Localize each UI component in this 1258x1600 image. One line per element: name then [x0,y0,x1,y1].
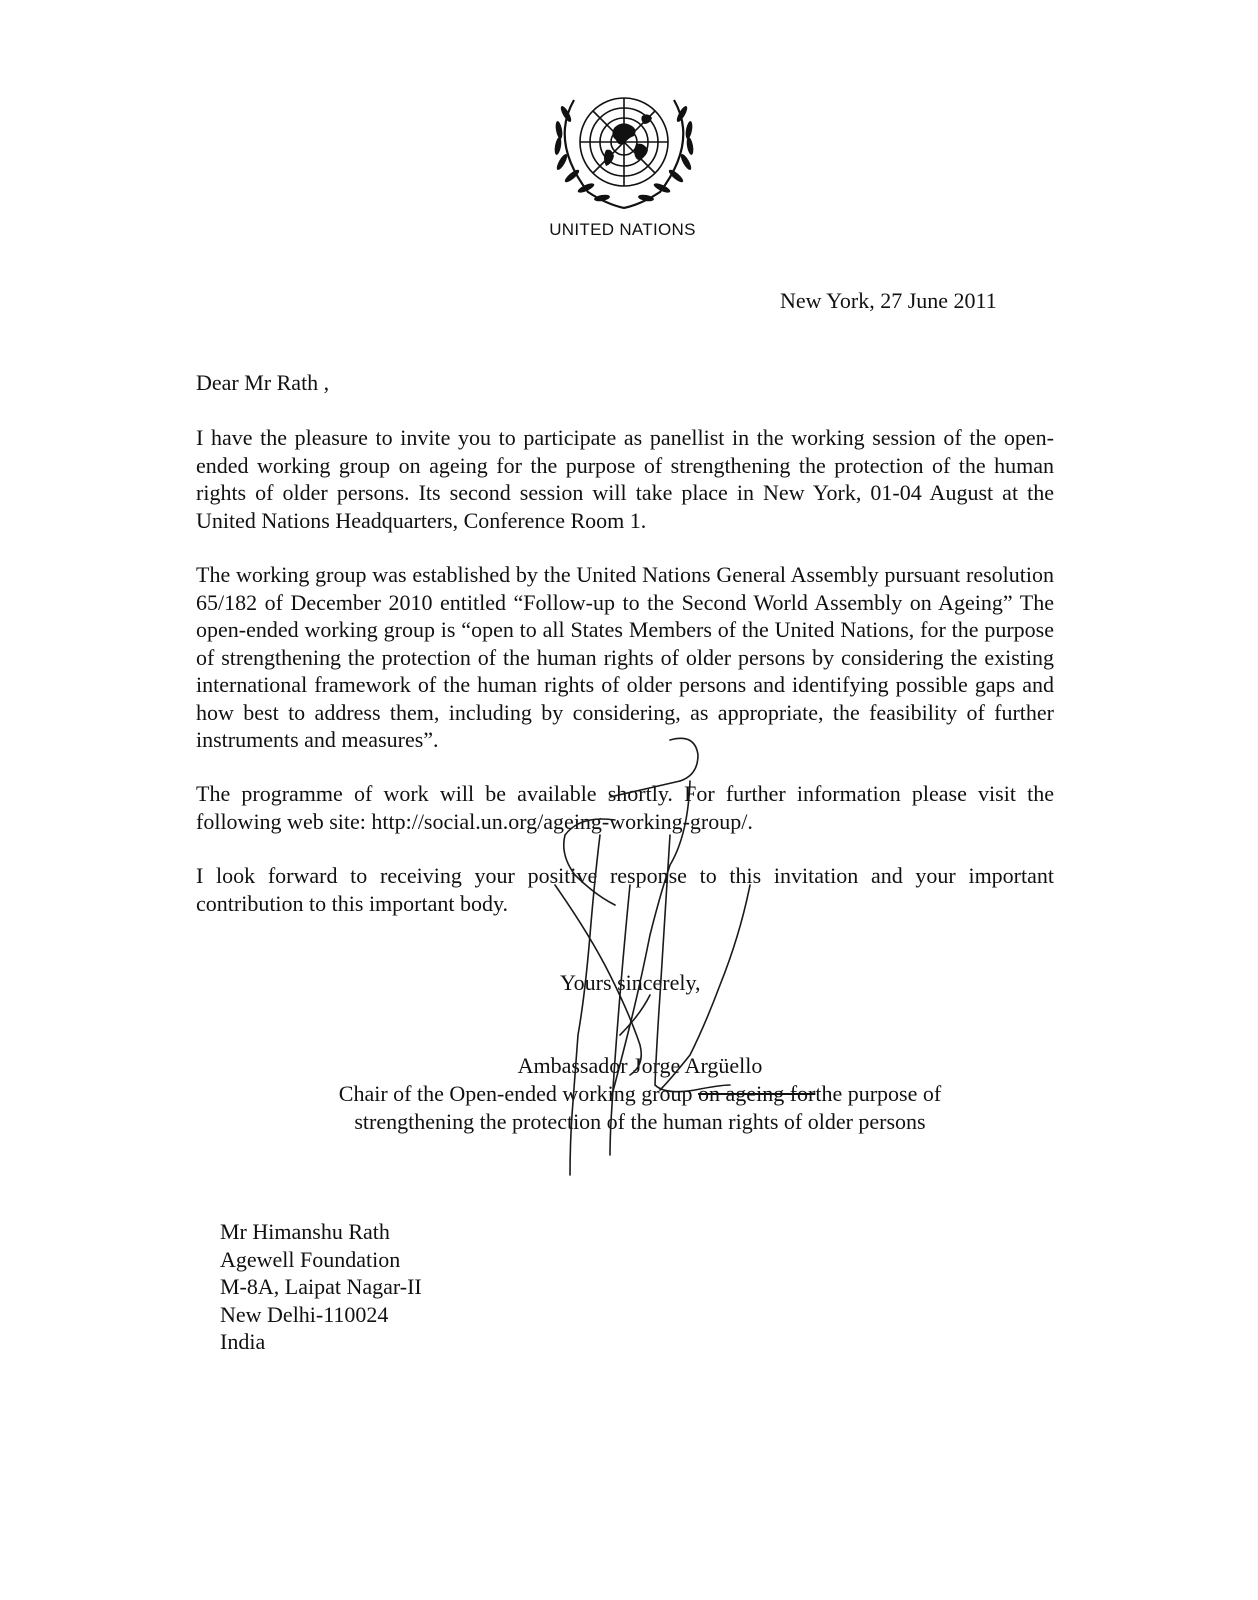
closing: Yours sincerely, [560,970,701,995]
signer-title-part2: the purpose of [815,1081,942,1106]
recipient-city: New Delhi-110024 [220,1301,389,1327]
place-date: New York, 27 June 2011 [780,288,997,313]
recipient-address [220,1218,422,1356]
un-emblem-icon [544,80,704,220]
salutation: Dear Mr Rath , [196,370,330,395]
recipient-street: M-8A, Laipat Nagar-II [220,1274,422,1299]
body-paragraph: I look forward to receiving your positive response to this invitation and your important contribution to this important body. [196,863,1054,916]
signer-name: Ambassador Jorge Argüello [517,1053,763,1078]
signer-title-part1: Chair of the Open-ended working group [338,1081,693,1106]
signer-title [290,1080,990,1136]
body-paragraph: The programme of work will be available shortly. For further information please visit the following web site: http://social.un.org/ageing-working-group/. [196,781,1054,834]
recipient-country: India [220,1329,266,1354]
org-name: UNITED NATIONS [549,220,696,239]
body-paragraph: I have the pleasure to invite you to participate as panellist in the working session of the open-ended working group on ageing for the purpose of strengthening the protection of the human rights of older persons. Its second session will take place in New York, 01-04 August at the United Nations Headquarters, Conference Room 1. [196,425,1054,533]
signer-title-line2: strengthening the protection of the human rights of older persons [354,1109,926,1134]
recipient-name: Mr Himanshu Rath [220,1219,390,1244]
body-paragraph: The working group was established by the United Nations General Assembly pursuant resolution 65/182 of December 2010 entitled “Follow-up to the Second World Assembly on Ageing” The open-ended working group is “open to all States Members of the United Nations, for the purpose of strengthening the protection of the human rights of older persons by considering the existing international framework of the human rights of older persons and identifying possible gaps and how best to address them, including by considering, as appropriate, the feasibility of further instruments and measures”. [196,562,1054,752]
signer-title-struck: on ageing for [698,1081,816,1106]
recipient-organization: Agewell Foundation [220,1246,401,1272]
